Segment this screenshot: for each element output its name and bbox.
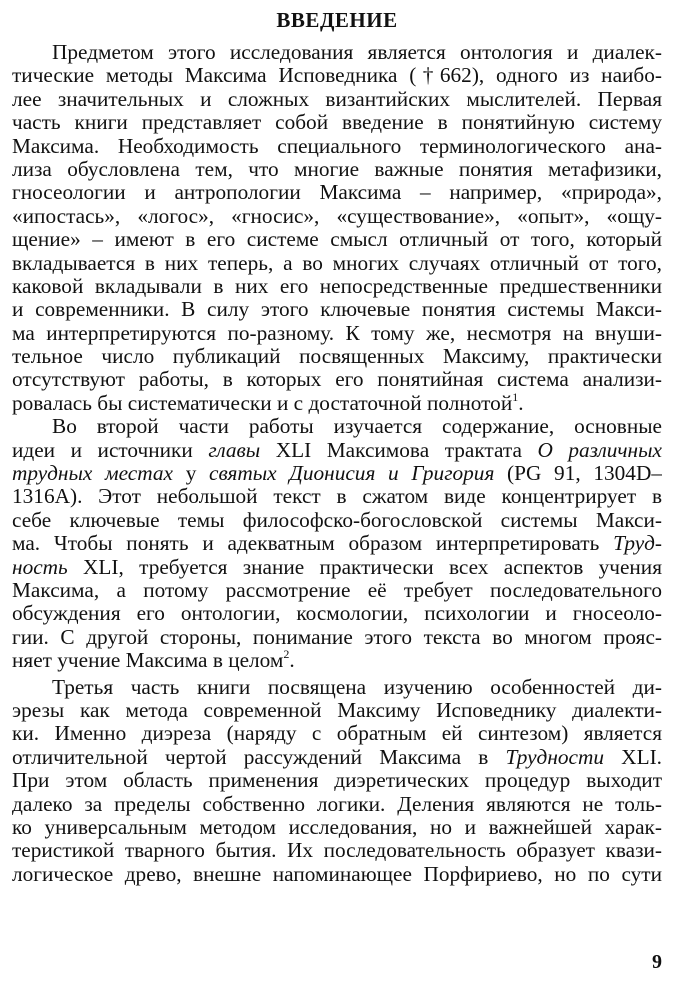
text-span: вкладывается в них теперь, а во многих случаях отличный от того, xyxy=(12,251,662,275)
text-line xyxy=(12,793,662,816)
text-span: каковой вкладывали в них его непосредственные предшественники xyxy=(12,274,662,298)
text-line xyxy=(12,415,662,438)
text-span: отличительной чертой рассуждений Максима в xyxy=(12,745,506,769)
text-span: тические методы Максима Исповедника (†662), одного из наибо- xyxy=(12,64,662,88)
text-line xyxy=(12,602,662,625)
text-line xyxy=(12,649,662,672)
text-line xyxy=(12,699,662,722)
text-line xyxy=(12,64,662,87)
text-span: лиза обусловлена тем, что многие важные понятия метафизики, xyxy=(12,157,662,181)
text-span: далеко за пределы собственно логики. Деления являются не толь- xyxy=(12,792,662,816)
text-span: «ипостась», «логос», «гносис», «существование», «опыт», «ощу- xyxy=(12,204,662,228)
text-line xyxy=(12,676,662,699)
text-line xyxy=(12,41,662,64)
italic-text: Трудности xyxy=(505,745,605,769)
text-span: и современники. В силу этого ключевые понятия системы Макси- xyxy=(12,298,662,322)
text-line xyxy=(12,439,662,462)
text-span: (PG 91, 1304D– xyxy=(494,462,662,486)
text-span: лее значительных и сложных византийских мыслителей. Первая xyxy=(12,87,662,111)
text-span: Во второй части работы изучается содержание, основные xyxy=(52,415,662,439)
italic-text: Труд- xyxy=(613,532,662,556)
text-line xyxy=(12,462,662,485)
text-span: теристикой тварного бытия. Их последовательность образует квази- xyxy=(12,839,662,863)
footnote-marker: 2 xyxy=(283,649,290,662)
text-line xyxy=(12,626,662,649)
text-line xyxy=(12,509,662,532)
text-line xyxy=(12,556,662,579)
text-line xyxy=(12,368,662,391)
text-span: отсутствуют работы, в которых его понятийная система анализи- xyxy=(12,368,662,392)
text-span: При этом область применения диэретических процедур выходит xyxy=(12,769,662,793)
text-span: идеи и источники xyxy=(12,438,209,462)
text-line xyxy=(12,135,662,158)
text-line xyxy=(12,769,662,792)
text-line xyxy=(12,322,662,345)
text-span: ки. Именно диэреза (наряду с обратным ей синтезом) является xyxy=(12,722,662,746)
text-line xyxy=(12,532,662,555)
text-line xyxy=(12,205,662,228)
italic-text: О различных xyxy=(537,438,662,462)
text-span: . xyxy=(518,391,524,415)
text-span: ма интерпретируются по-разному. К тому же, несмотря на внуши- xyxy=(12,321,662,345)
text-span: Максима, а потому рассмотрение её требует последовательного xyxy=(12,578,662,602)
page-number: 9 xyxy=(652,951,662,973)
italic-text: святых Дионисия и Григория xyxy=(209,462,495,486)
text-line xyxy=(12,88,662,111)
text-line xyxy=(12,252,662,275)
text-span: обсуждения его онтологии, космологии, психологии и гносеоло- xyxy=(12,602,662,626)
text-line xyxy=(12,816,662,839)
text-span: 1316A). Этот небольшой текст в сжатом виде концентрирует в xyxy=(12,485,662,509)
text-span: логическое древо, внешне напоминающее Порфириево, но по сути xyxy=(12,862,662,886)
text-span: тельное число публикаций посвященных Максиму, практически xyxy=(12,345,662,369)
text-line xyxy=(12,345,662,368)
text-line xyxy=(12,839,662,862)
footnote-marker: 1 xyxy=(512,391,519,404)
text-span: . xyxy=(289,649,295,673)
text-span: часть книги представляет собой введение в понятийную систему xyxy=(12,111,662,135)
text-line xyxy=(12,111,662,134)
italic-text: трудных местах xyxy=(12,462,173,486)
text-span: Третья часть книги посвящена изучению особенностей ди- xyxy=(52,675,662,699)
text-line xyxy=(12,158,662,181)
text-span: у xyxy=(173,462,210,486)
text-span: Предметом этого исследования является онтология и диалек- xyxy=(52,41,662,64)
text-line xyxy=(12,275,662,298)
text-line xyxy=(12,485,662,508)
text-span: ма. Чтобы понять и адекватным образом интерпретировать xyxy=(12,532,614,556)
text-span: XLI. xyxy=(604,745,662,769)
text-span: няет учение Максима в целом xyxy=(12,649,284,673)
text-line xyxy=(12,579,662,602)
text-span: гии. С другой стороны, понимание этого текста во многом прояс- xyxy=(12,625,662,649)
body-text xyxy=(12,41,662,886)
italic-text: главы xyxy=(208,438,261,462)
text-line xyxy=(12,722,662,745)
text-line xyxy=(12,181,662,204)
chapter-heading: ВВЕДЕНИЕ xyxy=(276,8,398,32)
text-span: эрезы как метода современной Максиму Исповеднику диалекти- xyxy=(12,698,662,722)
text-span: себе ключевые темы философско-богословской системы Макси- xyxy=(12,508,662,532)
text-span: гносеологии и антропологии Максима – например, «природа», xyxy=(12,181,662,205)
text-line xyxy=(12,298,662,321)
text-span: Максима. Необходимость специального терминологического ана- xyxy=(12,134,662,158)
text-line xyxy=(12,863,662,886)
text-span: XLI, требуется знание практически всех аспектов учения xyxy=(67,555,662,579)
text-line xyxy=(12,392,662,415)
text-span: ко универсальным методом исследования, но и важнейшей харак- xyxy=(12,815,662,839)
text-span: XLI Максимова трактата xyxy=(260,438,538,462)
text-line xyxy=(12,746,662,769)
italic-text: ность xyxy=(12,555,68,579)
text-line xyxy=(12,228,662,251)
text-span: ровалась бы систематически и с достаточной полнотой xyxy=(12,391,513,415)
text-span: щение» – имеют в его системе смысл отличный от того, который xyxy=(12,228,662,252)
